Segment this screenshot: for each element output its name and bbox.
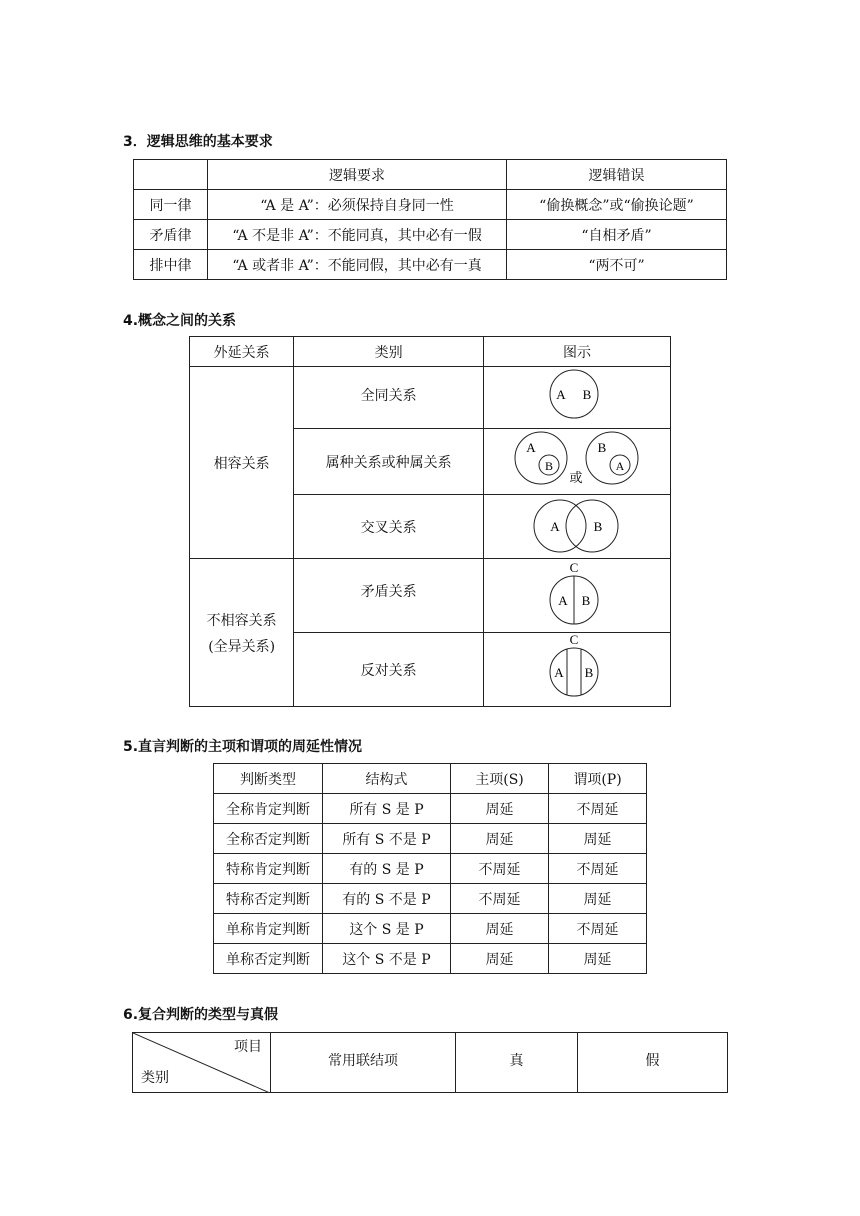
contrary-relation: 反对关系 <box>294 633 484 707</box>
law-name: 排中律 <box>134 250 208 280</box>
cell: 周延 <box>549 884 647 914</box>
cell: 不周延 <box>549 914 647 944</box>
table-row <box>214 824 647 854</box>
subordinate-diagram <box>484 429 671 495</box>
or-label: 或 <box>569 469 583 485</box>
cell: 单称否定判断 <box>214 944 323 974</box>
law-requirement: “A 是 A”：必须保持自身同一性 <box>208 190 507 220</box>
circle-label-b: B <box>597 439 607 455</box>
cell: 不周延 <box>451 854 549 884</box>
contrary-diagram <box>484 633 671 707</box>
circle-label-a: A <box>615 458 625 473</box>
circle-label-c: C <box>569 559 579 575</box>
cell: 特称否定判断 <box>214 884 323 914</box>
cross-diagram <box>484 495 671 559</box>
incompatible-label: 不相容关系 <box>206 612 277 629</box>
subordinate-relation: 属种关系或种属关系 <box>294 429 484 495</box>
header-predicate: 谓项(P) <box>549 764 647 794</box>
identity-relation: 全同关系 <box>294 367 484 429</box>
circle-label-b: B <box>593 518 603 534</box>
concept-relations-table <box>189 336 671 707</box>
diag-header-top: 项目 <box>234 1039 262 1055</box>
cell: 所有 S 不是 P <box>323 824 451 854</box>
circle-label-c: C <box>569 633 579 647</box>
compound-judgment-table <box>132 1032 728 1093</box>
header-extension: 外延关系 <box>190 337 294 367</box>
section-5-heading: 5.直言判断的主项和谓项的周延性情况 <box>123 739 363 755</box>
cell: 这个 S 是 P <box>323 914 451 944</box>
logic-requirements-table <box>133 159 727 280</box>
header-subject: 主项(S) <box>451 764 549 794</box>
cell: 这个 S 不是 P <box>323 944 451 974</box>
cell: 全称肯定判断 <box>214 794 323 824</box>
incompatible-relation <box>190 559 294 707</box>
circle-label-a: A <box>550 518 560 534</box>
cell: 不周延 <box>549 794 647 824</box>
cell: 特称肯定判断 <box>214 854 323 884</box>
law-error: “偷换概念”或“偷换论题” <box>507 190 727 220</box>
empty-header-cell <box>134 160 208 190</box>
header-requirement: 逻辑要求 <box>208 160 507 190</box>
header-error: 逻辑错误 <box>507 160 727 190</box>
law-requirement: “A 或者非 A”：不能同假，其中必有一真 <box>208 250 507 280</box>
contradictory-relation: 矛盾关系 <box>294 559 484 633</box>
table-row <box>214 794 647 824</box>
section-3-heading: 3．逻辑思维的基本要求 <box>123 134 273 150</box>
cell: 不周延 <box>451 884 549 914</box>
table-row <box>214 944 647 974</box>
section-4-heading: 4.概念之间的关系 <box>123 313 237 329</box>
circle-label-a: A <box>526 439 536 455</box>
circle-label-b: B <box>582 386 592 402</box>
header-connective: 常用联结项 <box>271 1033 456 1093</box>
circle-label-b: B <box>544 458 554 473</box>
law-name: 同一律 <box>134 190 208 220</box>
law-name: 矛盾律 <box>134 220 208 250</box>
header-true: 真 <box>456 1033 578 1093</box>
distribution-table <box>213 763 647 974</box>
table-row <box>214 914 647 944</box>
header-category: 类别 <box>294 337 484 367</box>
cell: 周延 <box>451 944 549 974</box>
circle-label-b: B <box>581 592 591 608</box>
cell: 周延 <box>549 944 647 974</box>
law-error: “两不可” <box>507 250 727 280</box>
compatible-relation: 相容关系 <box>190 367 294 559</box>
incompatible-sublabel: (全异关系) <box>208 638 276 655</box>
header-false: 假 <box>578 1033 728 1093</box>
header-structure: 结构式 <box>323 764 451 794</box>
cell: 周延 <box>549 824 647 854</box>
law-error: “自相矛盾” <box>507 220 727 250</box>
cell: 周延 <box>451 794 549 824</box>
cell: 不周延 <box>549 854 647 884</box>
cell: 有的 S 不是 P <box>323 884 451 914</box>
identity-diagram <box>484 367 671 429</box>
law-requirement: “A 不是非 A”：不能同真，其中必有一假 <box>208 220 507 250</box>
table-row <box>214 884 647 914</box>
cross-relation: 交叉关系 <box>294 495 484 559</box>
table-row <box>214 854 647 884</box>
contradictory-diagram <box>484 559 671 633</box>
header-judgment-type: 判断类型 <box>214 764 323 794</box>
cell: 单称肯定判断 <box>214 914 323 944</box>
section-6-heading: 6.复合判断的类型与真假 <box>123 1007 279 1023</box>
cell: 全称否定判断 <box>214 824 323 854</box>
circle-label-b: B <box>584 664 594 680</box>
header-diagram: 图示 <box>484 337 671 367</box>
diag-header-bottom: 类别 <box>141 1070 169 1086</box>
cell: 周延 <box>451 914 549 944</box>
circle-label-a: A <box>554 664 564 680</box>
cell: 有的 S 是 P <box>323 854 451 884</box>
circle-label-a: A <box>556 386 566 402</box>
cell: 周延 <box>451 824 549 854</box>
cell: 所有 S 是 P <box>323 794 451 824</box>
circle-label-a: A <box>558 592 568 608</box>
diagonal-header-cell <box>133 1033 271 1093</box>
